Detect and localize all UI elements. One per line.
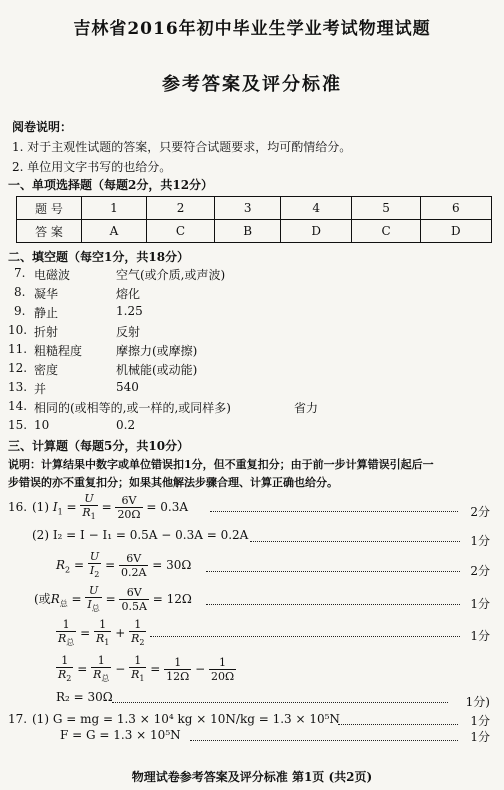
score-label: 1分 xyxy=(470,730,490,744)
q16-eq1: $\frac{1}{R_总}$ = $\frac{1}{R_1}$ + $\frac{1}{R_2}$ xyxy=(58,618,145,648)
document-subtitle: 参考答案及评分标准 xyxy=(162,74,342,95)
fill-item-number: 13. xyxy=(8,380,28,394)
q16-r2: $R_2$ = $\frac{U}{I_2}$ = $\frac{6V}{0.2A}$ = 30Ω xyxy=(56,550,192,580)
fraction: $\frac{1}{R_2}$ xyxy=(58,654,72,684)
fill-item-answer-b: 省力 xyxy=(294,401,319,415)
fraction: $\frac{6V}{20\Omega}$ xyxy=(117,494,141,522)
fraction: $\frac{1}{R_总}$ xyxy=(93,654,110,684)
q16-alt-result: = 12Ω xyxy=(152,592,192,607)
fraction: $\frac{6V}{0.2A}$ xyxy=(120,552,147,580)
score-label: 2分 xyxy=(470,505,490,519)
fraction: $\frac{U}{I_2}$ xyxy=(89,550,100,580)
fill-item-answer-b: 0.2 xyxy=(116,418,136,432)
row-label: 题 号 xyxy=(17,197,82,220)
q16-part1: (1) $I_1$ = $\frac{U}{R_1}$ = $\frac{6V}{20\Omega}$ = 0.3A xyxy=(32,492,189,522)
fill-item-answer-a: 并 xyxy=(34,382,47,396)
fill-item-number: 10. xyxy=(8,323,28,337)
table-cell: A xyxy=(82,220,147,243)
q17-part1b: F = G = 1.3 × 10⁵N xyxy=(60,728,181,742)
q16-alternative: (或$R_总$ = $\frac{U}{I_总}$ = $\frac{6V}{0.5A}$ = 12Ω xyxy=(34,584,192,614)
q16-eq2-op: − xyxy=(115,662,126,677)
notes-heading: 阅卷说明： xyxy=(12,120,73,134)
fraction: $\frac{1}{20\Omega}$ xyxy=(210,656,235,684)
fraction: $\frac{1}{12\Omega}$ xyxy=(166,656,190,684)
fraction: $\frac{U}{R_1}$ xyxy=(82,492,96,522)
score-label: 2分 xyxy=(470,564,490,578)
fill-item-answer-a: 相同的(或相等的,或一样的,或同样多) xyxy=(34,401,231,415)
note-item-1: 1. 对于主观性试题的答案，只要符合试题要求，均可酌情给分。 xyxy=(12,140,352,154)
row-label: 答 案 xyxy=(17,220,82,243)
fraction: $\frac{6V}{0.5A}$ xyxy=(121,586,147,614)
q16-r2-result: = 30Ω xyxy=(152,558,192,573)
fill-item-answer-a: 静止 xyxy=(34,306,59,320)
section3-note-line1: 说明：计算结果中数字或单位错误扣1分，但不重复扣分；由于前一步计算错误引起后一 xyxy=(8,458,434,471)
fill-item-answer-a: 粗糙程度 xyxy=(34,344,83,358)
section3-heading: 三、计算题（每题5分，共10分） xyxy=(8,439,190,453)
table-cell: 2 xyxy=(146,197,214,220)
fill-item-number: 15. xyxy=(8,418,28,432)
fill-item-answer-a: 凝华 xyxy=(34,287,59,301)
table-cell: 5 xyxy=(352,197,420,220)
dot-leader xyxy=(338,724,458,725)
fill-item-answer-b: 摩擦力(或摩擦) xyxy=(116,344,198,358)
score-label: 1分 xyxy=(470,534,490,548)
fill-item-answer-a: 密度 xyxy=(34,363,59,377)
fraction: $\frac{1}{R_1}$ xyxy=(131,654,145,684)
fill-item-answer-b: 540 xyxy=(116,380,139,394)
dot-leader xyxy=(206,604,460,605)
fill-item-answer-b: 反射 xyxy=(116,325,141,339)
fill-item-number: 9. xyxy=(14,304,26,318)
q16-part1-result: = 0.3A xyxy=(146,500,189,515)
table-cell: D xyxy=(420,220,491,243)
table-cell: 3 xyxy=(215,197,281,220)
fill-item-answer-a: 折射 xyxy=(34,325,59,339)
fill-item-number: 7. xyxy=(14,266,26,280)
q16-r2-final: R₂ = 30Ω xyxy=(56,690,113,704)
q16-number: 16. xyxy=(8,500,28,514)
dot-leader xyxy=(112,702,448,703)
table-row xyxy=(17,197,492,220)
fill-item-answer-b: 熔化 xyxy=(116,287,141,301)
dot-leader xyxy=(190,740,458,741)
q16-eq1-op: + xyxy=(115,626,126,641)
fill-item-number: 12. xyxy=(8,361,28,375)
answer-table xyxy=(16,196,492,243)
note-item-2: 2. 单位用文字书写的也给分。 xyxy=(12,160,172,174)
table-row xyxy=(17,220,492,243)
score-label: 1分) xyxy=(465,695,490,709)
q16-part2: (2) I₂ = I − I₁ = 0.5A − 0.3A = 0.2A xyxy=(32,528,249,542)
section2-heading: 二、填空题（每空1分，共18分） xyxy=(8,250,190,264)
table-cell: B xyxy=(215,220,281,243)
fraction: $\frac{1}{R_总}$ xyxy=(58,618,75,648)
section1-heading: 一、单项选择题（每题2分，共12分） xyxy=(8,178,214,192)
table-cell: 1 xyxy=(82,197,147,220)
page-footer: 物理试卷参考答案及评分标准 第1页 (共2页) xyxy=(131,770,373,784)
score-label: 1分 xyxy=(470,714,490,728)
fill-item-number: 11. xyxy=(8,342,28,356)
q17-part1a: (1) G = mg = 1.3 × 10⁴ kg × 10N/kg = 1.3 × 10⁵N xyxy=(32,712,340,726)
fraction: $\frac{U}{I_总}$ xyxy=(87,584,100,614)
score-label: 1分 xyxy=(470,629,490,643)
dot-leader xyxy=(150,636,460,637)
fill-item-number: 8. xyxy=(14,285,26,299)
fill-item-answer-b: 空气(或介质,或声波) xyxy=(116,268,226,282)
fraction: $\frac{1}{R_2}$ xyxy=(131,618,145,648)
q17-number: 17. xyxy=(8,712,28,726)
section3-note-line2: 步错误的亦不重复扣分；如果其他解法步骤合理、计算正确也给分。 xyxy=(8,476,338,489)
fill-item-answer-a: 电磁波 xyxy=(34,268,71,282)
fill-item-number: 14. xyxy=(8,399,28,413)
dot-leader xyxy=(206,571,460,572)
fraction: $\frac{1}{R_1}$ xyxy=(95,618,110,648)
dot-leader xyxy=(210,511,458,512)
fill-item-answer-b: 机械能(或动能) xyxy=(116,363,198,377)
table-cell: C xyxy=(146,220,214,243)
dot-leader xyxy=(250,541,460,542)
table-cell: C xyxy=(352,220,420,243)
table-cell: 6 xyxy=(420,197,491,220)
q16-part1-label: (1) xyxy=(32,500,49,515)
document-title: 吉林省2016年初中毕业生学业考试物理试题 xyxy=(73,19,431,39)
fill-item-answer-b: 1.25 xyxy=(116,304,143,318)
score-label: 1分 xyxy=(470,597,490,611)
alt-prefix: (或 xyxy=(34,592,51,607)
fill-item-answer-a: 10 xyxy=(34,418,50,432)
table-cell: D xyxy=(281,220,352,243)
q16-eq2: $\frac{1}{R_2}$ = $\frac{1}{R_总}$ − $\frac{1}{R_1}$ = $\frac{1}{12\Omega}$ − $\frac{1}{20\Omega}$ xyxy=(58,654,235,684)
table-cell: 4 xyxy=(281,197,352,220)
